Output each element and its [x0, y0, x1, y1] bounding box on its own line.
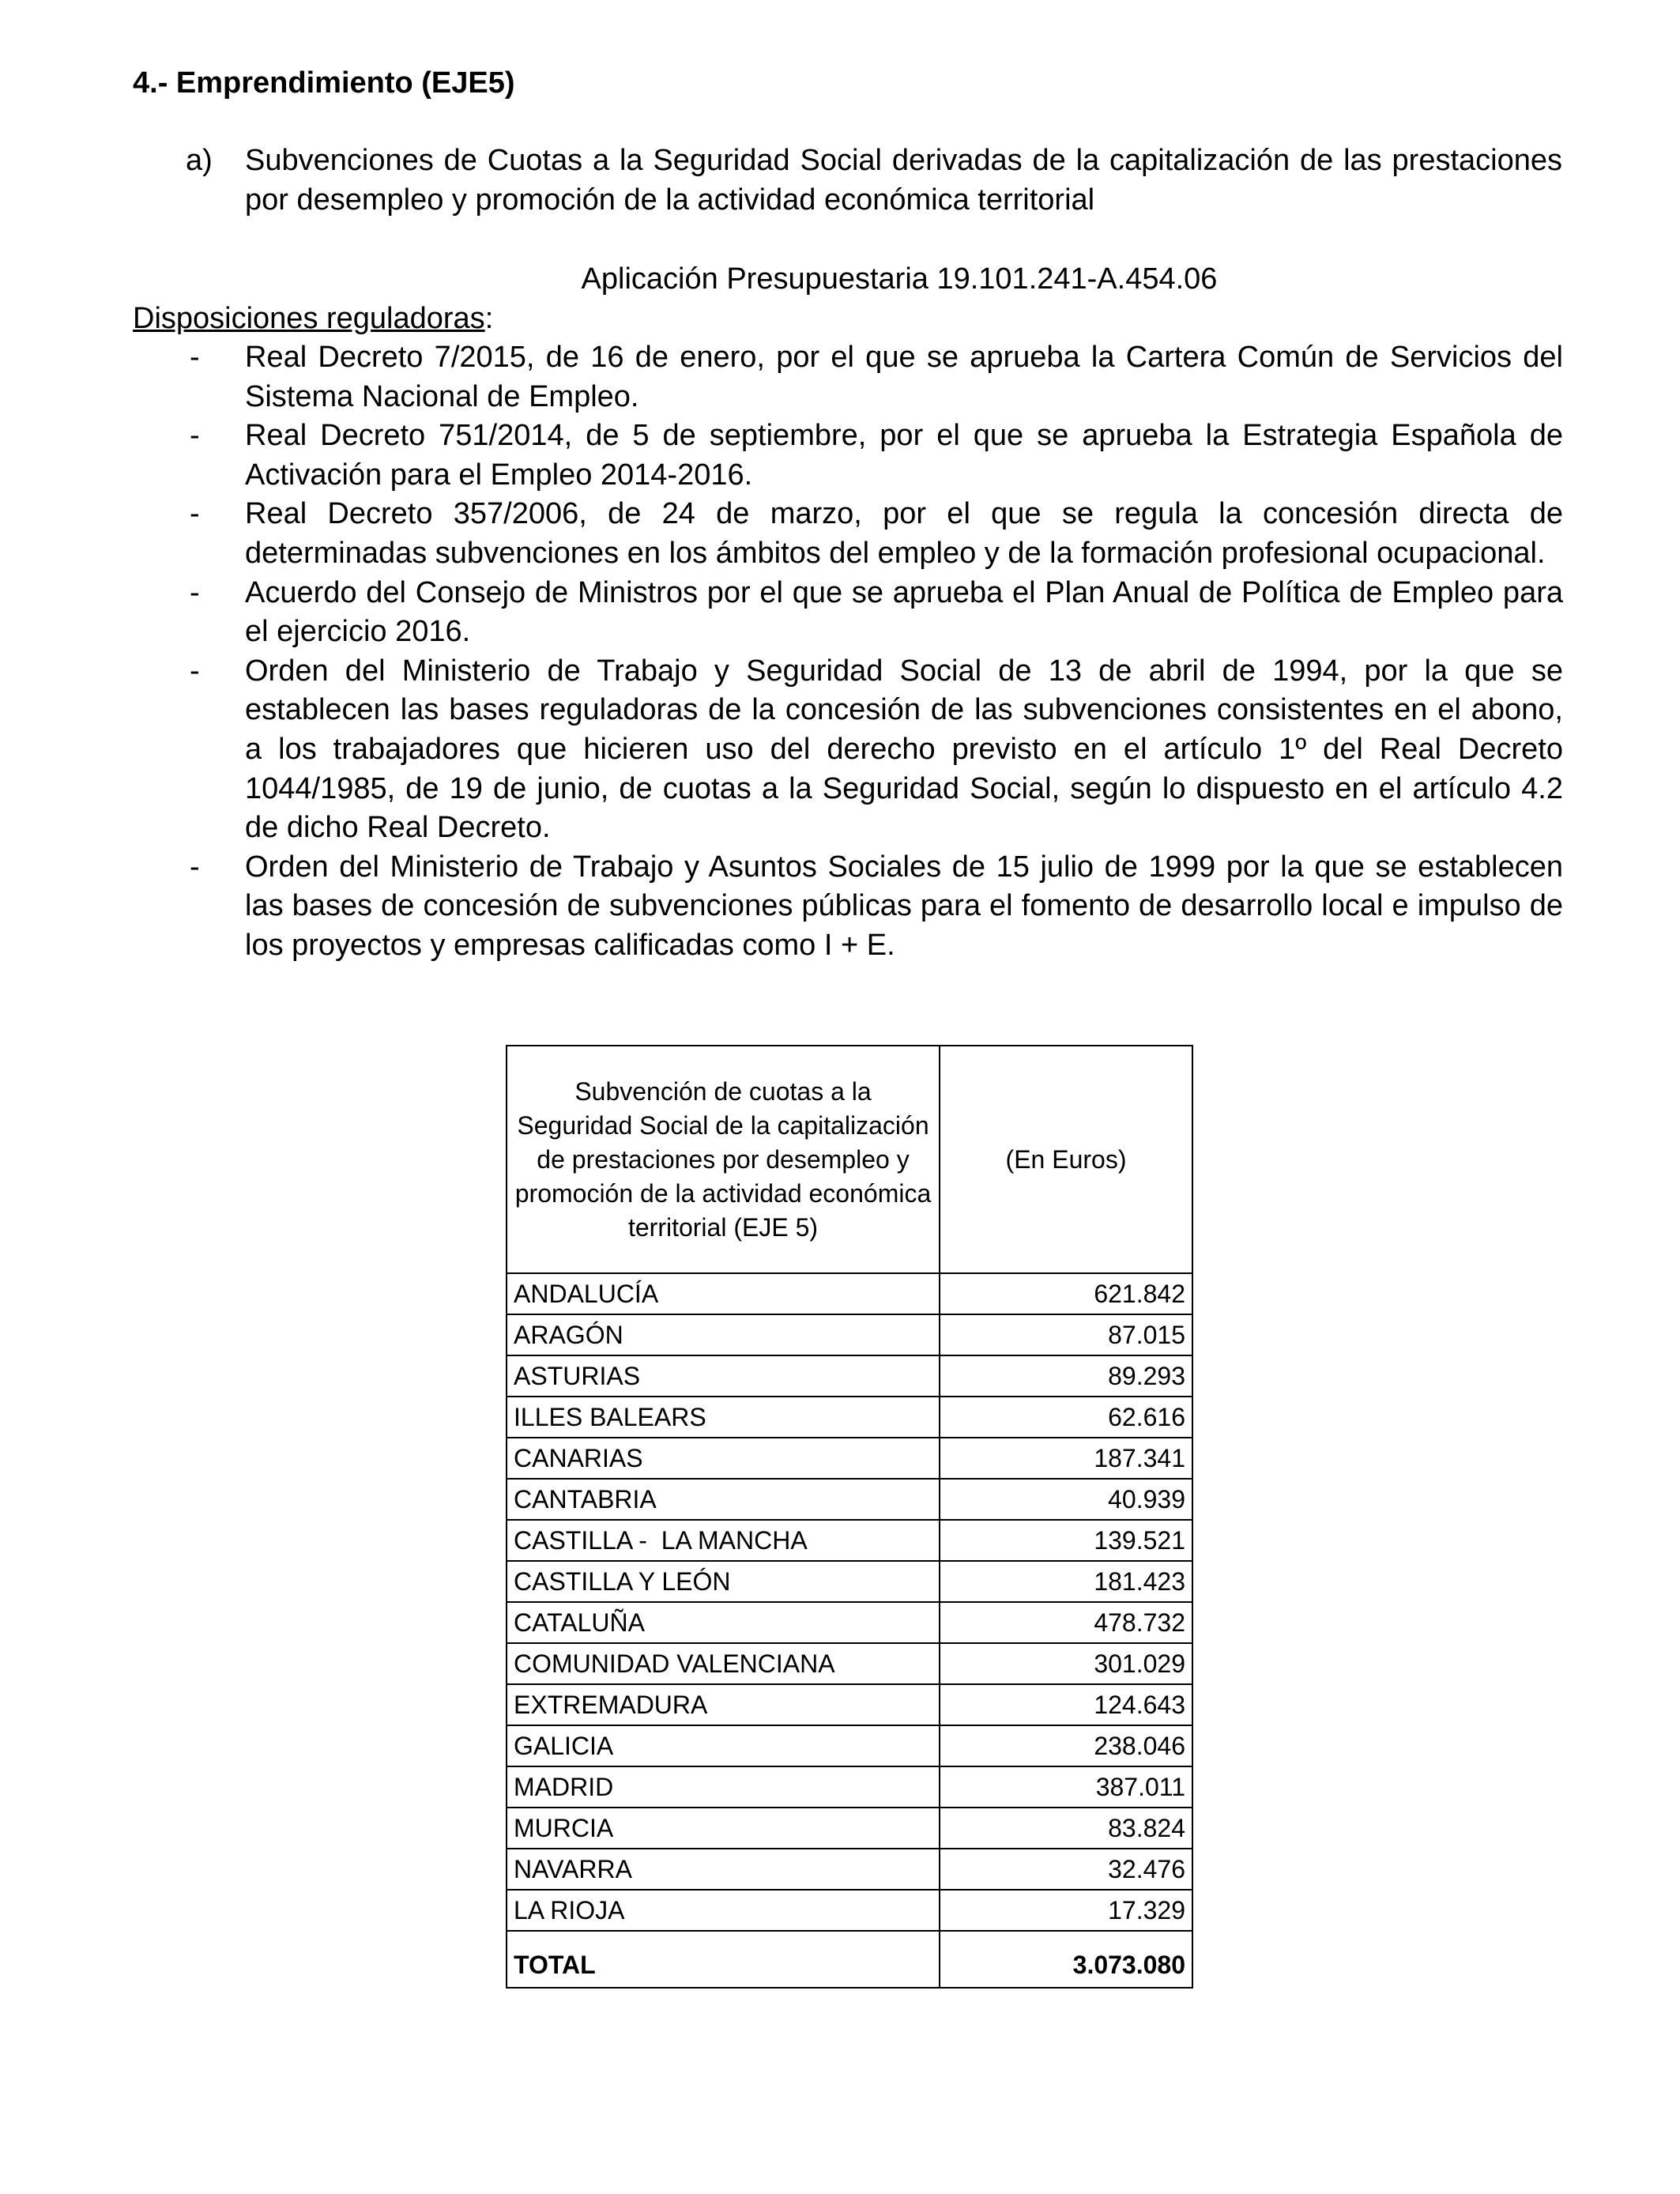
table-row — [507, 1684, 1192, 1725]
table-row — [507, 1273, 1192, 1314]
region-cell: CASTILLA - LA MANCHA — [507, 1520, 940, 1561]
amount-cell: 32.476 — [940, 1849, 1192, 1890]
amount-cell: 139.521 — [940, 1520, 1192, 1561]
amount-cell: 478.732 — [940, 1602, 1192, 1643]
list-dash: - — [190, 497, 200, 531]
amount-cell: 87.015 — [940, 1314, 1192, 1355]
region-cell: CANTABRIA — [507, 1479, 940, 1520]
region-cell: EXTREMADURA — [507, 1684, 940, 1725]
table-row — [507, 1849, 1192, 1890]
region-cell: MURCIA — [507, 1808, 940, 1849]
table-header-row — [507, 1046, 1192, 1273]
total-amount: 3.073.080 — [940, 1931, 1192, 1988]
region-cell: CASTILLA Y LEÓN — [507, 1561, 940, 1602]
regulation-item — [133, 652, 1563, 848]
table-row — [507, 1561, 1192, 1602]
item-a-text: Subvenciones de Cuotas a la Seguridad Social derivadas de la capitalización de las prestaciones por desempleo y promoción de la actividad económica territorial — [245, 144, 1562, 217]
dispositions-title-text: Disposiciones reguladoras — [133, 302, 485, 335]
dispositions-title — [133, 299, 493, 338]
amount-cell: 181.423 — [940, 1561, 1192, 1602]
region-cell: ARAGÓN — [507, 1314, 940, 1355]
total-label: TOTAL — [507, 1931, 940, 1988]
list-dash: - — [190, 419, 200, 453]
regulation-text: Real Decreto 7/2015, de 16 de enero, por el que se aprueba la Cartera Común de Servicios del Sistema Nacional de Empleo. — [245, 341, 1563, 413]
item-a-marker: a) — [186, 144, 213, 177]
table-total-row — [507, 1931, 1192, 1988]
section-heading: 4.- Emprendimiento (EJE5) — [133, 66, 515, 100]
amount-cell: 62.616 — [940, 1397, 1192, 1438]
table-row — [507, 1643, 1192, 1684]
table-row — [507, 1438, 1192, 1479]
amount-cell: 238.046 — [940, 1725, 1192, 1766]
regulation-text: Orden del Ministerio de Trabajo y Asuntos Sociales de 15 julio de 1999 por la que se establecen las bases de concesión de subvenciones públicas para el fomento de desarrollo local e impulso de los proyectos y empresas calificadas como I + E. — [245, 850, 1563, 962]
table-header-currency: (En Euros) — [940, 1046, 1192, 1273]
regulations-list — [133, 338, 1563, 966]
list-dash: - — [190, 575, 200, 609]
list-dash: - — [190, 850, 200, 884]
region-cell: ASTURIAS — [507, 1355, 940, 1397]
list-dash: - — [190, 654, 200, 688]
item-a — [186, 141, 1562, 220]
amount-cell: 17.329 — [940, 1890, 1192, 1931]
amount-cell: 124.643 — [940, 1684, 1192, 1725]
region-cell: CANARIAS — [507, 1438, 940, 1479]
region-cell: ILLES BALEARS — [507, 1397, 940, 1438]
dispositions-title-colon: : — [484, 302, 494, 335]
table-row — [507, 1355, 1192, 1397]
region-cell: LA RIOJA — [507, 1890, 940, 1931]
budget-application-line: Aplicación Presupuestaria 19.101.241-A.454.06 — [581, 262, 1218, 296]
region-cell: MADRID — [507, 1766, 940, 1808]
region-cell: CATALUÑA — [507, 1602, 940, 1643]
list-dash: - — [190, 341, 200, 374]
table-row — [507, 1766, 1192, 1808]
table-row — [507, 1479, 1192, 1520]
regulation-text: Real Decreto 357/2006, de 24 de marzo, por el que se regula la concesión directa de determinadas subvenciones en los ámbitos del empleo y de la formación profesional ocupacional. — [245, 497, 1563, 570]
amount-cell: 387.011 — [940, 1766, 1192, 1808]
regulation-item — [133, 417, 1563, 495]
regulation-item — [133, 495, 1563, 573]
table-row — [507, 1397, 1192, 1438]
subsidy-table-wrapper — [506, 1045, 1193, 1989]
region-cell: NAVARRA — [507, 1849, 940, 1890]
table-row — [507, 1725, 1192, 1766]
table-row — [507, 1602, 1192, 1643]
region-cell: COMUNIDAD VALENCIANA — [507, 1643, 940, 1684]
region-cell: ANDALUCÍA — [507, 1273, 940, 1314]
subsidy-table — [506, 1045, 1193, 1989]
amount-cell: 621.842 — [940, 1273, 1192, 1314]
amount-cell: 187.341 — [940, 1438, 1192, 1479]
amount-cell: 301.029 — [940, 1643, 1192, 1684]
regulation-text: Orden del Ministerio de Trabajo y Seguridad Social de 13 de abril de 1994, por la que se establecen las bases reguladoras de la concesión de las subvenciones consistentes en el abono, a los trabajadores que hicieren uso del derecho previsto en el artículo 1º del Real Decreto 1044/1985, de 19 de junio, de cuotas a la Seguridad Social, según lo dispuesto en el artículo 4.2 de dicho Real Decreto. — [245, 654, 1563, 845]
regulation-text: Real Decreto 751/2014, de 5 de septiembre, por el que se aprueba la Estrategia Española de Activación para el Empleo 2014-2016. — [245, 419, 1563, 492]
regulation-text: Acuerdo del Consejo de Ministros por el que se aprueba el Plan Anual de Política de Empleo para el ejercicio 2016. — [245, 575, 1563, 649]
regulation-item — [133, 574, 1563, 652]
table-row — [507, 1890, 1192, 1931]
table-row — [507, 1314, 1192, 1355]
table-row — [507, 1808, 1192, 1849]
region-cell: GALICIA — [507, 1725, 940, 1766]
regulation-item — [133, 848, 1563, 966]
amount-cell: 83.824 — [940, 1808, 1192, 1849]
amount-cell: 40.939 — [940, 1479, 1192, 1520]
table-row — [507, 1520, 1192, 1561]
amount-cell: 89.293 — [940, 1355, 1192, 1397]
regulation-item — [133, 338, 1563, 417]
table-header-description: Subvención de cuotas a la Seguridad Social de la capitalización de prestaciones por desempleo y promoción de la actividad económica territorial (EJE 5) — [507, 1046, 940, 1273]
